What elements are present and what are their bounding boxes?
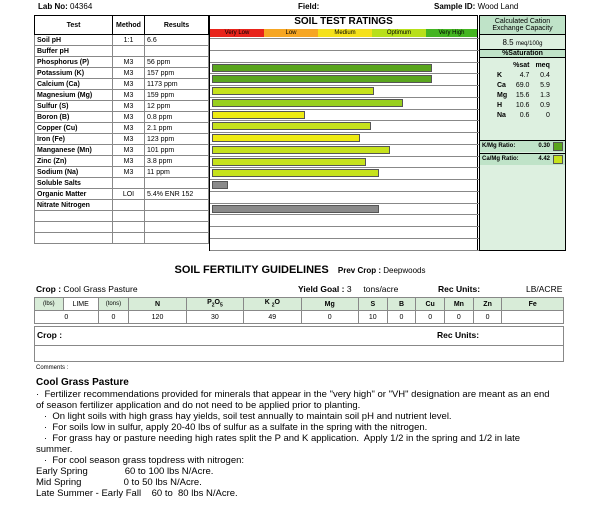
table-row [35, 222, 209, 233]
scale-medium: Medium [318, 29, 372, 37]
rec-value: 0 [445, 311, 474, 324]
cell-test: Iron (Fe) [35, 134, 113, 145]
rec-header: LIME [63, 298, 98, 311]
scale-very-low: Very Low [210, 29, 264, 37]
rec-header: Mg [301, 298, 358, 311]
k-mg-ratio: K/Mg Ratio: 0.30 [480, 140, 565, 152]
table-row [35, 123, 209, 134]
cell-method [113, 46, 145, 57]
col-method: Method [113, 16, 145, 35]
cell-method: LOI [113, 189, 145, 200]
rec-value: 0 [98, 311, 129, 324]
soil-test-ratings [209, 15, 478, 251]
rec-units2-label: Rec Units: [437, 330, 480, 340]
cell-result: 56 ppm [145, 57, 209, 68]
table-row [35, 79, 209, 90]
cell-method: M3 [113, 90, 145, 101]
rec-units-value: LB/ACRE [526, 284, 563, 294]
rating-bar-potassium-k [212, 75, 432, 83]
cell-result: 3.8 ppm [145, 156, 209, 167]
cell-method: M3 [113, 167, 145, 178]
cell-method: M3 [113, 79, 145, 90]
recommendation-line: summer. [36, 444, 73, 455]
cell-test: Nitrate Nitrogen [35, 200, 113, 211]
cell-test: Calcium (Ca) [35, 79, 113, 90]
cell-result: 6.6 [145, 35, 209, 46]
recommendation-line: · For soils low in sulfur, apply 20-40 lbs of sulfur as a sulfate in the spring with the nitrogen. [36, 422, 428, 433]
scale-very-high: Very High [426, 29, 477, 37]
table-row [35, 211, 209, 222]
cell-test: Magnesium (Mg) [35, 90, 113, 101]
cell-test: Manganese (Mn) [35, 145, 113, 156]
cell-result: 2.1 ppm [145, 123, 209, 134]
saturation-header: %Saturation [480, 49, 565, 58]
saturation-row: H 10.6 0.9 [497, 101, 550, 109]
recommendation-line: · On light soils with high grass hay yields, soil test annually to maintain soil pH and nutrient level. [36, 411, 452, 422]
recommendation-line: Mid Spring 0 to 50 lbs N/Acre. [36, 477, 202, 488]
rating-row [210, 38, 479, 49]
col-results: Results [145, 16, 209, 35]
cell-result: 159 ppm [145, 90, 209, 101]
cell-test: Potassium (K) [35, 68, 113, 79]
recommendation-text [36, 377, 596, 499]
rating-row [210, 238, 479, 249]
rec-value: 0 [473, 311, 502, 324]
rec-header: S [358, 298, 387, 311]
table-row [35, 156, 209, 167]
table-row [35, 178, 209, 189]
recommendation-line: Early Spring 60 to 100 lbs N/Acre. [36, 466, 214, 477]
cec-title: Calculated Cation Exchange Capacity [480, 16, 565, 35]
cell-result: 0.8 ppm [145, 112, 209, 123]
scale-low: Low [264, 29, 318, 37]
recommendation-line: · For cool season grass topdress with nitrogen: [36, 455, 245, 466]
table-row [35, 167, 209, 178]
cell-test: Buffer pH [35, 46, 113, 57]
guidelines-title: SOIL FERTILITY GUIDELINES Prev Crop : Deepwoods [174, 264, 426, 276]
cell-test: Zinc (Zn) [35, 156, 113, 167]
scale-optimum: Optimum [372, 29, 426, 37]
cell-method: M3 [113, 156, 145, 167]
rec-units: Rec Units: [438, 284, 481, 294]
rec-header: Mn [445, 298, 474, 311]
second-crop-box [34, 326, 564, 362]
rating-row [210, 214, 479, 225]
cell-test: Sulfur (S) [35, 101, 113, 112]
saturation-row: Ca 69.0 5.9 [497, 81, 550, 89]
rating-row [210, 179, 479, 190]
recommendation-line: · For grass hay or pasture needing high rates split the P and K application. Apply 1/2 in the spring and 1/2 in late [36, 433, 521, 444]
cell-test: Soluble Salts [35, 178, 113, 189]
ca-mg-swatch [553, 155, 563, 164]
rec-header: Zn [473, 298, 502, 311]
table-row [35, 101, 209, 112]
rec-header: (lbs) [35, 298, 64, 311]
cec-value: 8.5 meq/100g [502, 38, 543, 47]
cell-test: Sodium (Na) [35, 167, 113, 178]
cell-test: Soil pH [35, 35, 113, 46]
rec-value: 120 [129, 311, 186, 324]
rating-bar-phosphorus-p [212, 64, 432, 72]
cell-result [145, 178, 209, 189]
rating-bar-manganese-mn [212, 158, 366, 166]
lab-number: Lab No: 04364 [38, 2, 93, 11]
rec-header: K $_2$O [244, 298, 301, 311]
rating-row [210, 250, 479, 261]
rating-bar-sulfur-s [212, 111, 305, 119]
recommendation-title: Cool Grass Pasture [36, 377, 129, 388]
cell-result: 1173 ppm [145, 79, 209, 90]
cell-result: 101 ppm [145, 145, 209, 156]
cell-result: 157 ppm [145, 68, 209, 79]
cell-method: M3 [113, 123, 145, 134]
ratings-title: SOIL TEST RATINGS [294, 16, 393, 27]
saturation-row: Na 0.6 0 [497, 111, 550, 119]
rating-bar-sodium-na [212, 181, 228, 189]
cell-result [145, 200, 209, 211]
table-row [35, 112, 209, 123]
saturation-row: K 4.7 0.4 [497, 71, 550, 79]
table-row [35, 134, 209, 145]
cec-panel [479, 15, 566, 251]
col-test: Test [35, 16, 113, 35]
cell-method: M3 [113, 145, 145, 156]
table-row [35, 189, 209, 200]
table-row [35, 233, 209, 244]
rec-header: B [387, 298, 416, 311]
rec-value: 49 [244, 311, 301, 324]
rating-row [210, 191, 479, 202]
rec-value: 0 [35, 311, 99, 324]
crop-line: Crop : Cool Grass Pasture [36, 284, 138, 294]
saturation-table: %sat meq K 4.7 0.4 Ca 69.0 5.9 Mg 15.6 1.3 H 10.6 0.9 Na 0.6 0 [494, 60, 553, 120]
cell-method: M3 [113, 68, 145, 79]
recommendation-line: · Fertilizer recommendations provided for minerals that appear in the "very high" or "VH" designation are meant as an end [36, 389, 550, 400]
rating-bar-iron-fe [212, 146, 390, 154]
cell-result: 123 ppm [145, 134, 209, 145]
cell-method [113, 200, 145, 211]
rating-bar-organic-matter [212, 205, 379, 213]
cell-test: Organic Matter [35, 189, 113, 200]
rec-header: N [129, 298, 186, 311]
rec-value: 10 [358, 311, 387, 324]
table-row [35, 57, 209, 68]
rec-value: 0 [416, 311, 445, 324]
rec-header: Fe [502, 298, 564, 311]
cell-result: 5.4% ENR 152 [145, 189, 209, 200]
rating-bar-copper-cu [212, 134, 360, 142]
cell-test: Boron (B) [35, 112, 113, 123]
rec-value: 30 [186, 311, 243, 324]
sample-id: Sample ID: Wood Land [434, 2, 519, 11]
table-row [35, 46, 209, 57]
k-mg-swatch [553, 142, 563, 151]
crop2-label: Crop : [37, 330, 63, 340]
cell-method [113, 178, 145, 189]
cell-result: 12 ppm [145, 101, 209, 112]
recommendation-line: of season fertilizer application and do not need to be applied prior to planting. [36, 400, 361, 411]
cell-method: M3 [113, 57, 145, 68]
recommendation-table [34, 297, 564, 324]
rec-value [502, 311, 564, 324]
recommendation-line: Late Summer - Early Fall 60 to 80 lbs N/Acre. [36, 488, 238, 499]
table-row [35, 90, 209, 101]
rating-row [210, 226, 479, 237]
cell-test: Phosphorus (P) [35, 57, 113, 68]
table-row [35, 68, 209, 79]
rating-bar-calcium-ca [212, 87, 374, 95]
yield-goal: Yield Goal : 3 tons/acre [298, 284, 399, 294]
cell-method: M3 [113, 134, 145, 145]
cell-method: 1:1 [113, 35, 145, 46]
table-row [35, 35, 209, 46]
rec-header: Cu [416, 298, 445, 311]
cell-result: 11 ppm [145, 167, 209, 178]
cell-result [145, 46, 209, 57]
table-row [35, 145, 209, 156]
cell-method: M3 [113, 101, 145, 112]
rec-header: (tons) [98, 298, 129, 311]
cell-method: M3 [113, 112, 145, 123]
rating-row [210, 50, 479, 61]
soil-test-table [34, 15, 209, 244]
comments-label: Comments : [36, 365, 69, 371]
rating-bar-boron-b [212, 122, 371, 130]
field-label: Field: [298, 2, 320, 11]
table-row [35, 200, 209, 211]
rec-value: 0 [387, 311, 416, 324]
rating-bar-zinc-zn [212, 169, 379, 177]
saturation-row: Mg 15.6 1.3 [497, 91, 550, 99]
cell-test: Copper (Cu) [35, 123, 113, 134]
rec-header: $P_2O_5$ [186, 298, 243, 311]
rating-bar-magnesium-mg [212, 99, 403, 107]
rec-value: 0 [301, 311, 358, 324]
ca-mg-ratio: Ca/Mg Ratio: 4.42 [480, 153, 565, 165]
